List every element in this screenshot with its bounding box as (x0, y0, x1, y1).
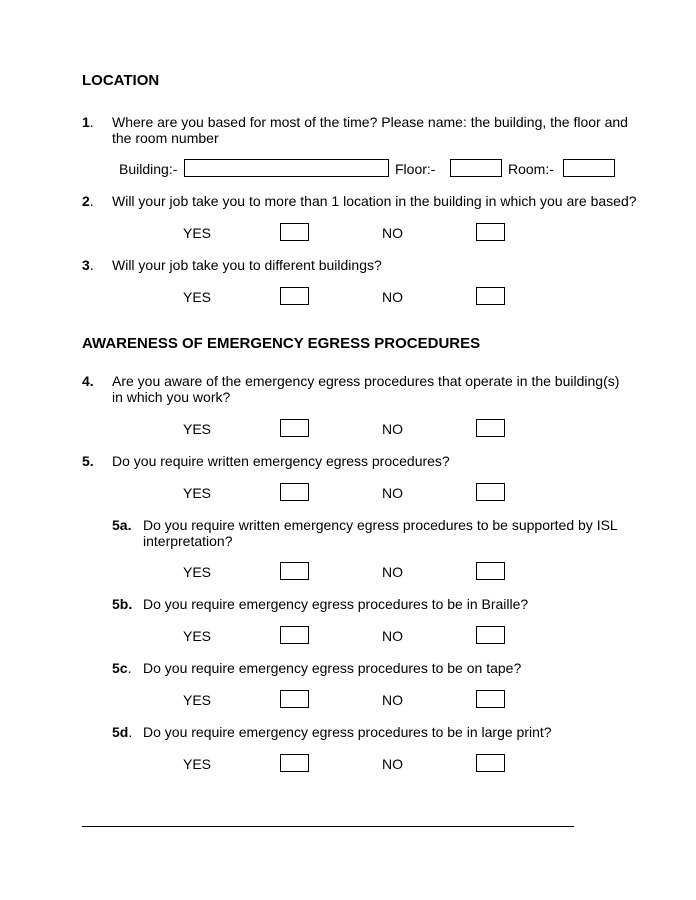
q2-yes-checkbox[interactable] (280, 223, 309, 241)
q5-no-checkbox[interactable] (476, 483, 505, 501)
question-3-text: Will your job take you to different buildings? (112, 257, 382, 273)
room-label: Room:- (508, 161, 554, 177)
q5c-no-checkbox[interactable] (476, 690, 505, 708)
question-4-text: Are you aware of the emergency egress procedures that operate in the building(s) in which you work? (112, 373, 620, 405)
q5c-yes-checkbox[interactable] (280, 690, 309, 708)
q4-yes-label: YES (183, 421, 212, 437)
q5a-yes-checkbox[interactable] (280, 562, 309, 580)
q5d-yes-label: YES (183, 756, 212, 772)
q2-yes-label: YES (183, 225, 212, 241)
q5b-no-checkbox[interactable] (476, 626, 505, 644)
q2-no-label: NO (382, 225, 403, 241)
question-5-text: Do you require written emergency egress procedures? (112, 453, 450, 469)
q3-yes-checkbox[interactable] (280, 287, 309, 305)
question-5a-text: Do you require written emergency egress procedures to be supported by ISL interpretation? (143, 517, 618, 549)
question-2-text: Will your job take you to more than 1 location in the building in which you are based? (112, 193, 637, 209)
building-input[interactable] (184, 159, 389, 177)
q3-no-label: NO (382, 289, 403, 305)
q3-yes-label: YES (183, 289, 212, 305)
q5a-yes-label: YES (183, 564, 212, 580)
section-heading-location: LOCATION (82, 72, 160, 89)
q5-yes-label: YES (183, 485, 212, 501)
question-5a-number: 5a. (112, 517, 132, 533)
q5d-no-label: NO (382, 756, 403, 772)
question-5b-number: 5b. (112, 596, 133, 612)
q4-no-checkbox[interactable] (476, 419, 505, 437)
q5-yes-checkbox[interactable] (280, 483, 309, 501)
q5a-no-checkbox[interactable] (476, 562, 505, 580)
question-1-text: Where are you based for most of the time? Please name: the building, the floor and the room number (112, 114, 628, 146)
q5d-no-checkbox[interactable] (476, 754, 505, 772)
question-5c-text: Do you require emergency egress procedures to be on tape? (143, 660, 522, 676)
question-2-number: 2. (82, 193, 94, 209)
question-3-number: 3. (82, 257, 94, 273)
question-5-number: 5. (82, 453, 94, 469)
q5b-no-label: NO (382, 628, 403, 644)
q3-no-checkbox[interactable] (476, 287, 505, 305)
question-1-number: 1. (82, 114, 94, 130)
question-5c-number: 5c. (112, 660, 132, 676)
q5b-yes-label: YES (183, 628, 212, 644)
q4-yes-checkbox[interactable] (280, 419, 309, 437)
room-input[interactable] (563, 159, 615, 177)
q5-no-label: NO (382, 485, 403, 501)
building-label: Building:- (119, 161, 178, 177)
q5d-yes-checkbox[interactable] (280, 754, 309, 772)
footer-divider (82, 826, 574, 827)
q2-no-checkbox[interactable] (476, 223, 505, 241)
q5c-yes-label: YES (183, 692, 212, 708)
question-5d-number: 5d. (112, 724, 133, 740)
section-heading-awareness: AWARENESS OF EMERGENCY EGRESS PROCEDURES (82, 335, 481, 352)
q5a-no-label: NO (382, 564, 403, 580)
floor-input[interactable] (450, 159, 502, 177)
question-5d-text: Do you require emergency egress procedures to be in large print? (143, 724, 552, 740)
question-4-number: 4. (82, 373, 94, 389)
q5c-no-label: NO (382, 692, 403, 708)
question-5b-text: Do you require emergency egress procedures to be in Braille? (143, 596, 529, 612)
q5b-yes-checkbox[interactable] (280, 626, 309, 644)
q4-no-label: NO (382, 421, 403, 437)
floor-label: Floor:- (395, 161, 436, 177)
